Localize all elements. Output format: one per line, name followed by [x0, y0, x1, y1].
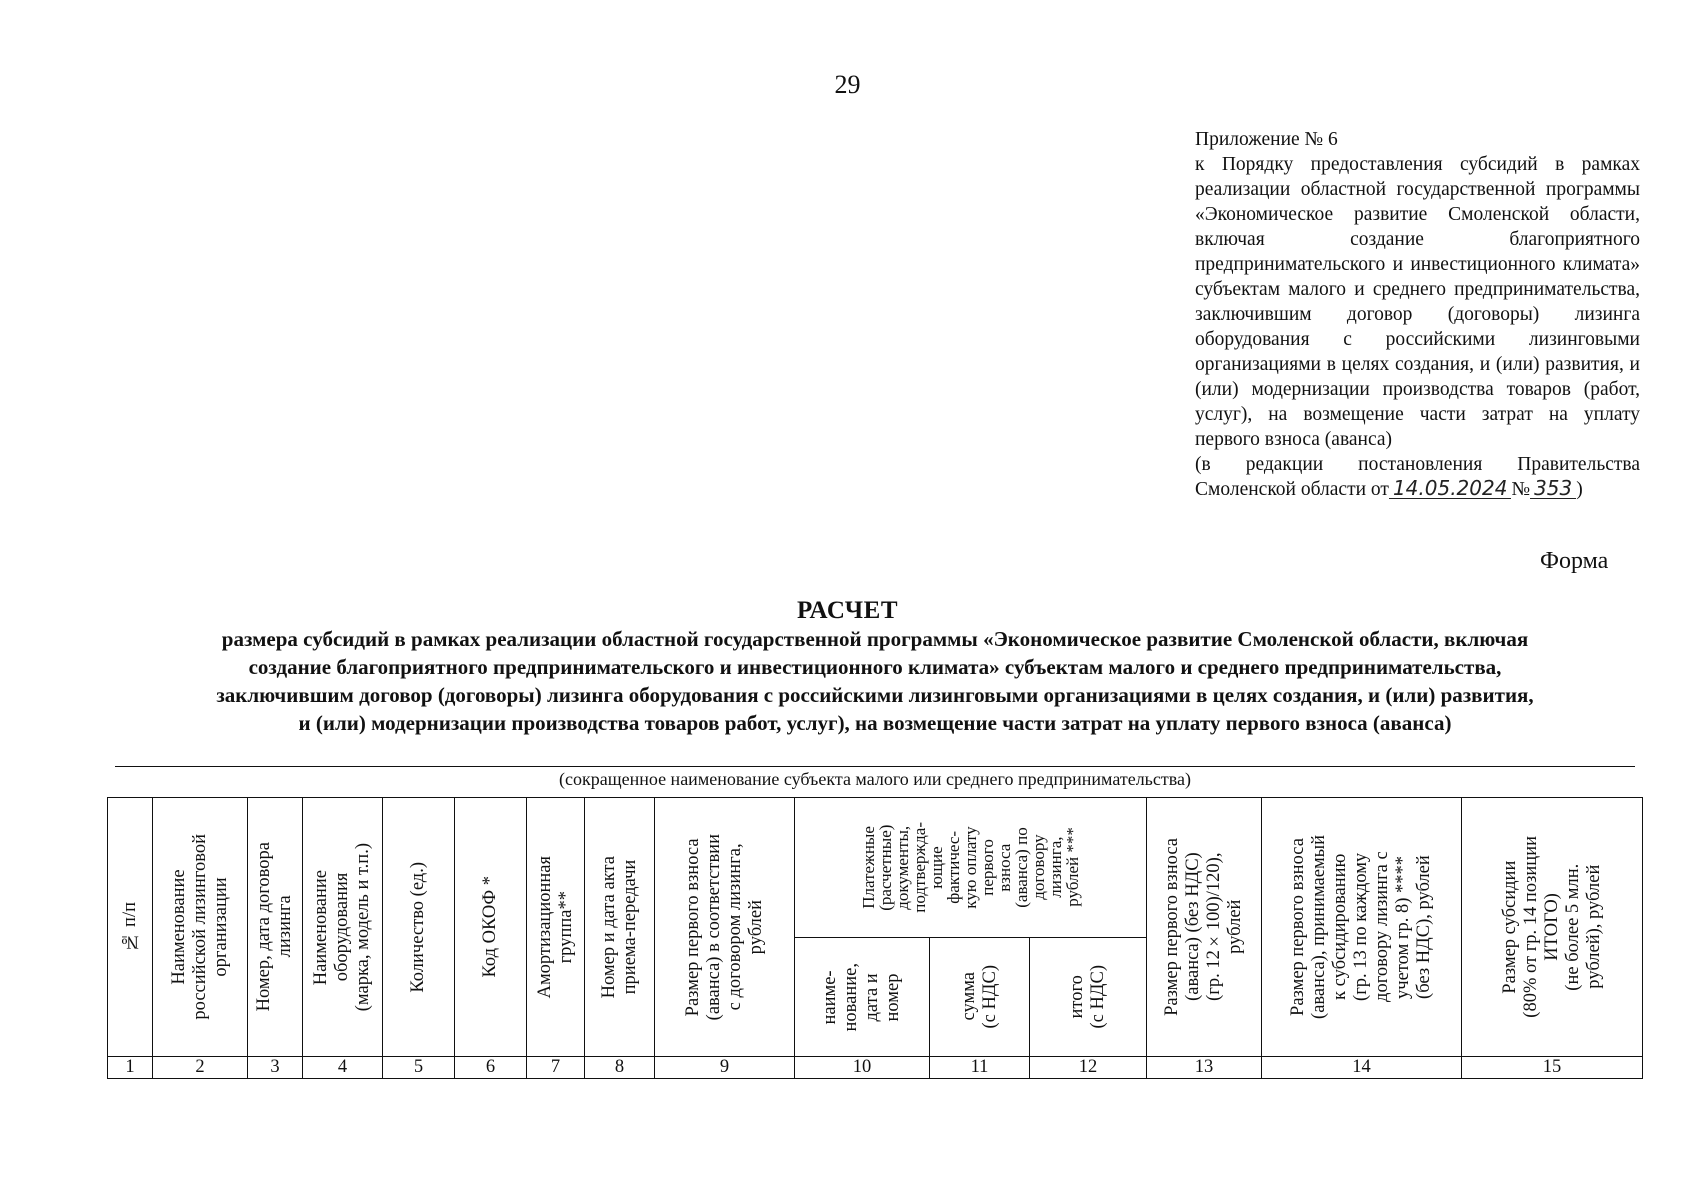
appendix-body: к Порядку предоставления субсидий в рамках реализации областной государственной программы «Экономическое развитие Смоленской области, включая создание благоприятного предпринимательского и инвестиционного климата» субъектам малого и среднего предпринимательства, заключившим договор (договоры) лизинга оборудования с российскими лизинговыми организациями в целях создания, и (или) развития, и (или) модернизации производства товаров (работ, услуг), на возмещение части затрат на уплату первого взноса (аванса) — [1195, 154, 1640, 450]
header-col-1 — [108, 798, 153, 1057]
subtitle-line: создание благоприятного предпринимательского и инвестиционного климата» субъектам малого и среднего предпринимательства, — [248, 655, 1502, 679]
header-text: Номер и дата акта приема-передачи — [598, 855, 640, 999]
column-number: 8 — [585, 1057, 655, 1079]
header-col-9 — [655, 798, 795, 1057]
header-text: Платежные (расчетные) документы, подтвержда- ющие фактичес- кую оплату первого взноса (аванса) по договору лизинга, рублей *** — [859, 821, 1082, 913]
header-text: итого (с НДС) — [1067, 965, 1108, 1029]
edition-number: 353 — [1530, 478, 1576, 499]
calculation-table — [107, 797, 1643, 1079]
column-number: 2 — [153, 1057, 248, 1079]
column-number: 9 — [655, 1057, 795, 1079]
column-number-row — [108, 1057, 1643, 1079]
header-text: Размер субсидии (80% от гр. 14 позиции ИТОГО) (не более 5 млн. рублей), рублей — [1499, 836, 1604, 1018]
edition-close: ) — [1576, 479, 1583, 500]
column-number: 4 — [303, 1057, 383, 1079]
header-text: № п/п — [119, 902, 140, 952]
header-text: Амортизационная группа** — [534, 855, 576, 999]
column-number: 5 — [383, 1057, 455, 1079]
header-col-7 — [527, 798, 585, 1057]
column-number: 1 — [108, 1057, 153, 1079]
header-col-13 — [1147, 798, 1262, 1057]
edition-date: 14.05.2024 — [1389, 478, 1512, 499]
header-text: Размер первого взноса (аванса) (без НДС) (гр. 12×100)/120), рублей — [1162, 838, 1245, 1016]
header-col-10 — [795, 937, 930, 1056]
header-col-15 — [1462, 798, 1643, 1057]
header-text: сумма (с НДС) — [958, 965, 1000, 1029]
column-number: 6 — [455, 1057, 527, 1079]
header-col-3 — [248, 798, 303, 1057]
subtitle-line: и (или) модернизации производства товаров работ, услуг), на возмещение части затрат на уплату первого взноса (аванса) — [298, 711, 1452, 735]
subtitle-line: размера субсидий в рамках реализации областной государственной программы «Экономическое развитие Смоленской области, включая — [221, 627, 1529, 651]
header-text: Наименование российской лизинговой организации — [168, 834, 231, 1020]
subject-caption: (сокращенное наименование субъекта малого или среднего предпринимательства) — [559, 769, 1191, 789]
header-col-5 — [383, 798, 455, 1057]
form-label: Форма — [1540, 548, 1609, 574]
page-number: 29 — [834, 70, 861, 99]
subject-name-line — [115, 766, 1635, 767]
appendix-heading: Приложение № 6 — [1195, 129, 1338, 150]
edition-prefix: (в редакции постановления Правительства Смоленской области от — [1195, 454, 1640, 500]
column-number: 10 — [795, 1057, 930, 1079]
column-number: 15 — [1462, 1057, 1643, 1079]
header-col-14 — [1262, 798, 1462, 1057]
header-col-6 — [455, 798, 527, 1057]
column-number: 14 — [1262, 1057, 1462, 1079]
header-text: Количество (ед.) — [408, 861, 428, 993]
column-number: 3 — [248, 1057, 303, 1079]
header-text: Размер первого взноса (аванса) в соответствии с договором лизинга, рублей — [682, 833, 766, 1021]
header-col-4 — [303, 798, 383, 1057]
document-subtitle — [105, 625, 1645, 737]
column-number: 13 — [1147, 1057, 1262, 1079]
header-text: наиме- нование, дата и номер — [820, 962, 903, 1032]
header-col-2 — [153, 798, 248, 1057]
header-text: Номер, дата договора лизинга — [254, 842, 295, 1012]
column-number: 7 — [527, 1057, 585, 1079]
appendix-block — [1195, 127, 1640, 502]
column-number: 11 — [930, 1057, 1030, 1079]
header-text: Размер первого взноса (аванса), принимаемый к субсидированию (гр. 13 по каждому договору лизинга с учетом гр. 8) **** (без НДС), рублей — [1288, 835, 1434, 1019]
header-text: Код ОКОФ * — [480, 876, 500, 978]
column-number: 12 — [1030, 1057, 1147, 1079]
appendix-edition — [1195, 452, 1640, 502]
edition-number-label: № — [1511, 479, 1531, 500]
header-group-10-12 — [795, 798, 1147, 938]
header-col-12 — [1030, 937, 1147, 1056]
subtitle-line: заключившим договор (договоры) лизинга оборудования с российскими лизинговыми организациями в целях создания, и (или) развития, — [216, 683, 1534, 707]
header-text: Наименование оборудования (марка, модель и т.п.) — [311, 842, 373, 1012]
header-col-8 — [585, 798, 655, 1057]
header-col-11 — [930, 937, 1030, 1056]
document-title: РАСЧЕТ — [796, 597, 898, 624]
